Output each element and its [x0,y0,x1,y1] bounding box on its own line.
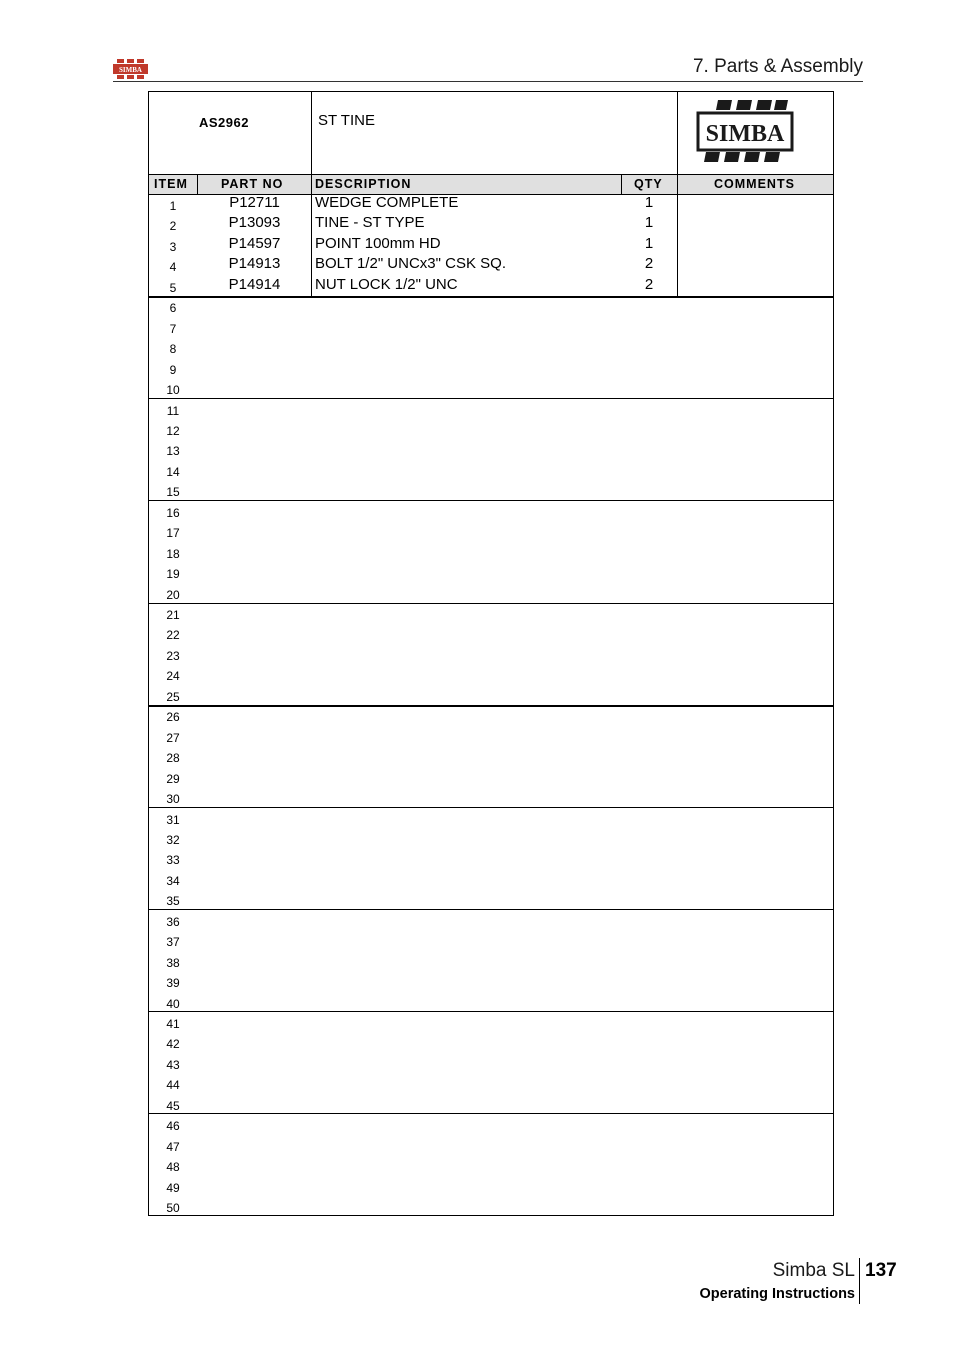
part-description: WEDGE COMPLETE [315,194,459,211]
item-number: 7 [169,321,177,336]
item-number: 17 [166,526,180,541]
item-number: 3 [169,239,177,254]
item-number: 42 [166,1037,180,1052]
divider [311,92,312,174]
table-row [149,501,833,521]
item-number: 40 [166,996,180,1011]
table-row [149,828,833,848]
part-number: P14914 [228,275,281,293]
simba-logo [696,98,796,164]
table-row [149,1073,833,1093]
table-row [149,808,833,828]
item-number: 47 [166,1139,180,1154]
table-row [149,378,833,398]
column-header-description: DESCRIPTION [315,177,412,191]
table-row [149,930,833,950]
table-row [149,644,833,664]
item-number: 44 [166,1078,180,1093]
item-number: 24 [166,669,180,684]
item-number: 27 [166,730,180,745]
svg-text:SIMBA: SIMBA [119,66,142,74]
item-number: 13 [166,444,180,459]
table-row [149,296,833,316]
item-number: 4 [169,260,177,275]
footer-divider [859,1258,860,1304]
item-number: 25 [166,689,180,704]
table-row [149,480,833,500]
item-number: 30 [166,792,180,807]
table-row [149,623,833,643]
part-number: P14913 [228,255,281,273]
table-row [149,889,833,909]
table-row [149,746,833,766]
table-row [149,1135,833,1155]
item-number: 49 [166,1180,180,1195]
table-row [149,910,833,930]
item-number: 33 [166,853,180,868]
table-row [149,1012,833,1032]
part-number: P14597 [228,234,281,252]
table-row [149,255,833,275]
parts-table [148,91,834,1216]
item-number: 36 [166,914,180,929]
quantity: 2 [644,255,654,273]
table-row [149,562,833,582]
item-number: 50 [166,1201,180,1216]
item-number: 39 [166,976,180,991]
item-number: 38 [166,955,180,970]
table-row [149,194,833,214]
footer-subtitle: Operating Instructions [699,1286,855,1302]
table-row [149,439,833,459]
divider [677,92,678,174]
table-row [149,848,833,868]
item-number: 48 [166,1160,180,1175]
table-row [149,992,833,1012]
item-number: 8 [169,342,177,357]
simba-logo-small [113,58,148,80]
item-number: 16 [166,505,180,520]
assembly-title: ST TINE [318,112,375,129]
table-row [149,399,833,419]
table-row [149,583,833,603]
divider [197,174,198,194]
table-row [149,971,833,991]
table-row [149,419,833,439]
table-row [149,235,833,255]
svg-text:SIMBA: SIMBA [705,121,785,147]
page-number: 137 [865,1260,897,1281]
item-number: 19 [166,567,180,582]
table-row [149,521,833,541]
item-number: 6 [169,301,177,316]
table-row [149,1032,833,1052]
divider [621,174,622,194]
item-number: 37 [166,935,180,950]
table-row [149,1176,833,1196]
quantity: 1 [644,214,654,232]
item-number: 20 [166,587,180,602]
item-number: 9 [169,362,177,377]
table-row [149,358,833,378]
table-row [149,603,833,623]
table-row [149,460,833,480]
part-description: POINT 100mm HD [315,234,441,252]
item-number: 10 [166,383,180,398]
table-row [149,1114,833,1134]
column-header-row [149,174,833,194]
table-row [149,664,833,684]
item-number: 2 [169,219,177,234]
item-number: 26 [166,710,180,725]
table-row [149,1155,833,1175]
item-number: 1 [169,199,177,213]
table-row [149,767,833,787]
footer-brand: Simba SL [772,1260,855,1281]
table-row [149,1196,833,1216]
table-row [149,869,833,889]
quantity: 1 [644,194,654,211]
item-number: 43 [166,1057,180,1072]
table-row [149,337,833,357]
part-description: NUT LOCK 1/2" UNC [315,275,458,293]
item-number: 46 [166,1119,180,1134]
item-number: 28 [166,751,180,766]
item-number: 14 [166,464,180,479]
item-number: 29 [166,771,180,786]
item-number: 5 [169,280,177,295]
table-row [149,1053,833,1073]
item-number: 34 [166,873,180,888]
table-row [149,276,833,296]
table-row [149,951,833,971]
part-description: BOLT 1/2" UNCx3" CSK SQ. [315,255,506,273]
item-number: 35 [166,894,180,909]
column-header-item: ITEM [154,177,188,191]
item-number: 23 [166,648,180,663]
assembly-reference: AS2962 [199,115,249,130]
table-row [149,214,833,234]
quantity: 1 [644,234,654,252]
table-row [149,685,833,705]
item-number: 21 [166,608,180,622]
item-number: 45 [166,1098,180,1113]
item-number: 32 [166,832,180,847]
table-row [149,787,833,807]
quantity: 2 [644,275,654,293]
item-number: 11 [166,403,180,418]
column-header-comments: COMMENTS [714,177,795,191]
part-number: P12711 [229,194,280,211]
table-row [149,1094,833,1114]
item-number: 12 [166,423,180,438]
part-description: TINE - ST TYPE [315,214,425,232]
table-row [149,317,833,337]
divider [311,174,312,194]
table-row [149,542,833,562]
item-number: 41 [166,1017,180,1031]
item-number: 31 [166,812,180,827]
section-title: 7. Parts & Assembly [692,56,863,77]
item-number: 22 [166,628,180,643]
item-number: 18 [166,546,180,561]
item-number: 15 [166,485,180,500]
part-number: P13093 [228,214,281,232]
header-rule [113,81,863,82]
table-row [149,726,833,746]
table-row [149,705,833,725]
column-header-qty: QTY [634,177,663,191]
header-top-rule [149,174,833,175]
column-header-part-no: PART NO [221,177,284,191]
divider [677,174,678,194]
